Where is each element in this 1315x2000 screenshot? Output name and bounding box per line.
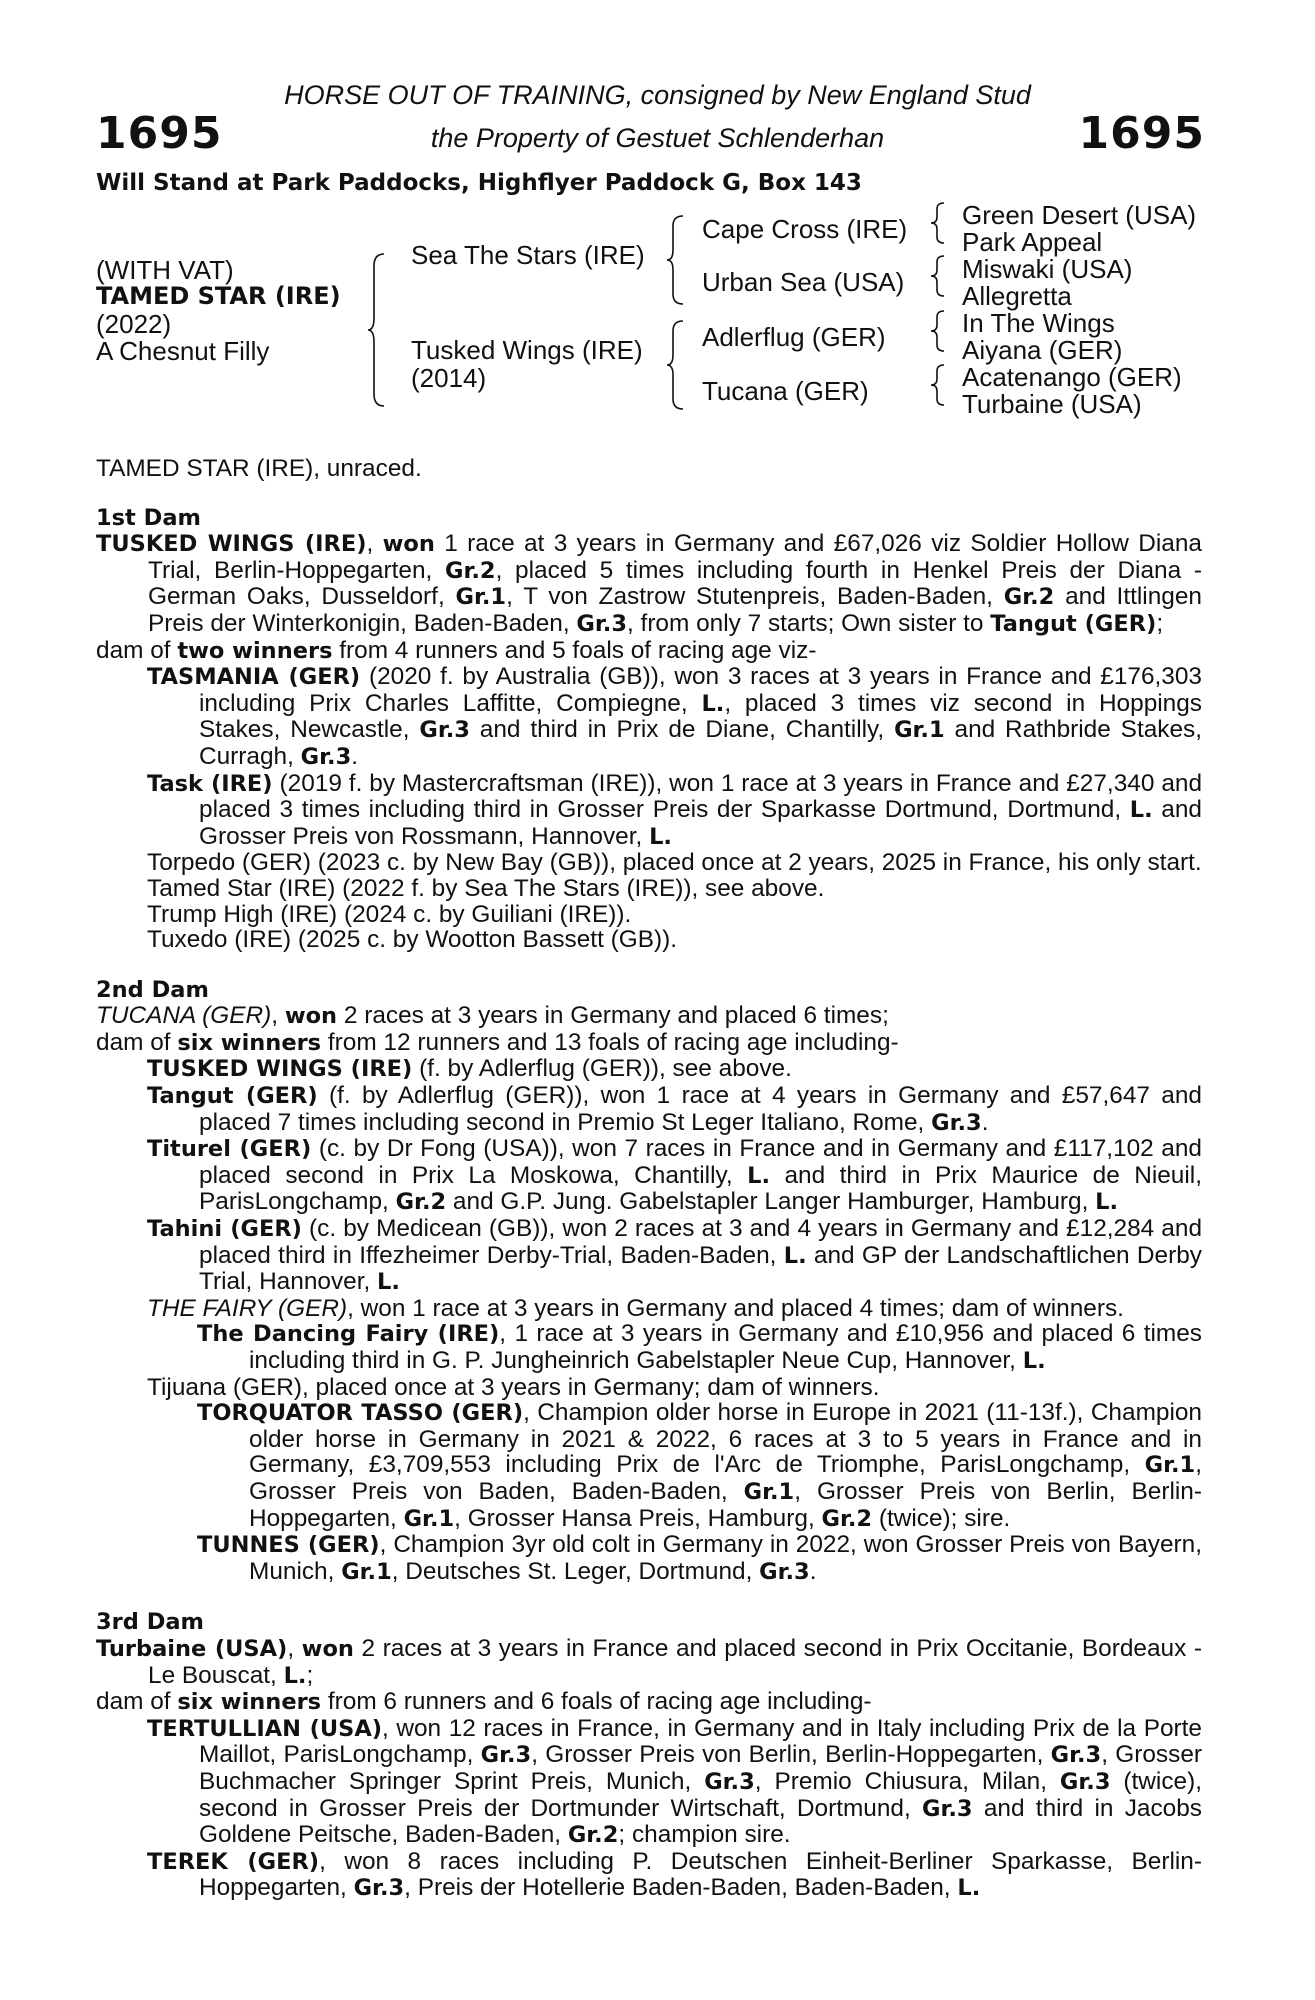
- produce-entry: TASMANIA (GER) (2020 f. by Australia (GB)), won 3 races at 3 years in France and £176,303 including Prix Charles Laffitte, Compiegne, L., placed 3 times viz second in Hoppings Stakes, Newcastle, Gr.3 and third in Prix de Diane, Chantilly, Gr.1 and Rathbride Stakes, Curragh, Gr.3.: [147, 663, 1203, 770]
- produce-entry: Tangut (GER) (f. by Adlerflug (GER)), won 1 race at 4 years in Germany and £57,647 and placed 7 times including second in Premio St Leger Italiano, Rome, Gr.3.: [147, 1082, 1202, 1136]
- second-dam-entry: TUCANA (GER), won 2 races at 3 years in Germany and placed 6 times;: [96, 1002, 889, 1030]
- sds: Miswaki (USA): [962, 254, 1133, 284]
- produce-entry: TUSKED WINGS (IRE) (f. by Adlerflug (GER)), see above.: [147, 1055, 792, 1083]
- ssd: Park Appeal: [962, 227, 1103, 257]
- produce-entry: Tuxedo (IRE) (2025 c. by Wootton Bassett (GB)).: [147, 926, 678, 954]
- dam-name: TUSKED WINGS (IRE): [96, 531, 367, 558]
- brace-sire: [665, 214, 689, 306]
- produce-entry: THE FAIRY (GER), won 1 race at 3 years in Germany and placed 4 times; dam of winners.: [147, 1294, 1124, 1322]
- produce-entry: Tijuana (GER), placed once at 3 years in Germany; dam of winners.: [147, 1373, 880, 1401]
- vat-note: (WITH VAT): [96, 255, 234, 285]
- grand-produce-entry: The Dancing Fairy (IRE), 1 race at 3 years in Germany and £10,956 and placed 6 times including third in G. P. Jungheinrich Gabelstapler Neue Cup, Hannover, L.: [197, 1320, 1202, 1374]
- third-dam-entry: Turbaine (USA), won 2 races at 3 years in France and placed second in Prix Occitanie, Bordeaux - Le Bouscat, L.;: [96, 1634, 1202, 1689]
- won-label: won: [382, 531, 435, 558]
- consignor-line: HORSE OUT OF TRAINING, consigned by New England Stud: [284, 80, 1031, 110]
- brace-ds: [928, 309, 950, 353]
- lot-number-right: 1695: [1078, 108, 1205, 159]
- dam-of-line: dam of two winners from 4 runners and 5 foals of racing age viz-: [96, 636, 817, 664]
- horse-description: A Chesnut Filly: [96, 336, 270, 366]
- brace-sd: [928, 254, 950, 298]
- sire-dam: Urban Sea (USA): [702, 267, 905, 297]
- stand-location: Will Stand at Park Paddocks, Highflyer Paddock G, Box 143: [96, 170, 862, 196]
- dam-dam: Tucana (GER): [702, 376, 869, 406]
- brace-dd: [928, 363, 950, 407]
- horse-name: TAMED STAR (IRE): [96, 282, 341, 310]
- sss: Green Desert (USA): [962, 200, 1197, 230]
- dsd: Aiyana (GER): [962, 335, 1123, 365]
- grand-produce-entry: TORQUATOR TASSO (GER), Champion older horse in Europe in 2021 (11-13f.), Champion older horse in Germany in 2021 & 2022, 6 races at 3 to 5 years in France and in Germany, £3,709,553 including Prix de l'Arc de Triomphe, ParisLongchamp, Gr.1, Grosser Preis von Baden, Baden-Baden, Gr.1, Grosser Preis von Berlin, Berlin-Hoppegarten, Gr.1, Grosser Hansa Preis, Hamburg, Gr.2 (twice); sire.: [197, 1399, 1202, 1532]
- produce-entry: Torpedo (GER) (2023 c. by New Bay (GB)), placed once at 2 years, 2025 in France, his only start.: [147, 849, 1202, 877]
- lot-number-left: 1695: [96, 108, 223, 159]
- produce-entry: TERTULLIAN (USA), won 12 races in France, in Germany and in Italy including Prix de la Porte Maillot, ParisLongchamp, Gr.3, Grosser Preis von Berlin, Berlin-Hoppegarten, Gr.3, Grosser Buchmacher Springer Sprint Preis, Munich, Gr.3, Premio Chiusura, Milan, Gr.3 (twice), second in Grosser Preis der Dortmunder Wirtschaft, Dortmund, Gr.3 and third in Jacobs Goldene Peitsche, Baden-Baden, Gr.2; champion sire.: [147, 1714, 1203, 1849]
- produce-entry: TEREK (GER), won 8 races including P. Deutschen Einheit-Berliner Sparkasse, Berlin-Hoppegarten, Gr.3, Preis der Hotellerie Baden-Baden, Baden-Baden, L.: [147, 1847, 1202, 1902]
- sire: Sea The Stars (IRE): [411, 240, 645, 270]
- produce-entry: Trump High (IRE) (2024 c. by Guiliani (IRE)).: [147, 900, 632, 928]
- first-dam-entry: TUSKED WINGS (IRE), won 1 race at 3 years in Germany and £67,026 viz Soldier Hollow Diana Trial, Berlin-Hoppegarten, Gr.2, placed 5 times including fourth in Henkel Preis der Diana - German Oaks, Dusseldorf, Gr.1, T von Zastrow Stutenpreis, Baden-Baden, Gr.2 and Ittlingen Preis der Winterkonigin, Baden-Baden, Gr.3, from only 7 starts; Own sister to Tangut (GER);: [96, 530, 1202, 637]
- second-dam-heading: 2nd Dam: [96, 976, 209, 1003]
- brace-ss: [928, 201, 950, 245]
- property-line: the Property of Gestuet Schlenderhan: [430, 123, 885, 153]
- dds: Acatenango (GER): [962, 362, 1182, 392]
- dss: In The Wings: [962, 308, 1115, 338]
- dam-of-line: dam of six winners from 12 runners and 13 foals of racing age including-: [96, 1028, 899, 1056]
- produce-entry: Task (IRE) (2019 f. by Mastercraftsman (IRE)), won 1 race at 3 years in France and £27,340 and placed 3 times including third in Grosser Preis der Sparkasse Dortmund, Dortmund, L. and Grosser Preis von Rossmann, Hannover, L.: [147, 769, 1203, 850]
- dam-year: (2014): [411, 363, 487, 393]
- dam-sire: Adlerflug (GER): [702, 322, 886, 352]
- dam-of-line: dam of six winners from 6 runners and 6 foals of racing age including-: [96, 1688, 872, 1716]
- sdd: Allegretta: [962, 281, 1072, 311]
- grand-produce-entry: TUNNES (GER), Champion 3yr old colt in Germany in 2022, won Grosser Preis von Bayern, Munich, Gr.1, Deutsches St. Leger, Dortmund, Gr.3.: [197, 1531, 1202, 1585]
- produce-entry: Titurel (GER) (c. by Dr Fong (USA)), won 7 races in France and in Germany and £117,102 and placed second in Prix La Moskowa, Chantilly, L. and third in Prix Maurice de Nieuil, ParisLongchamp, Gr.2 and G.P. Jung. Gabelstapler Langer Hamburger, Hamburg, L.: [147, 1135, 1202, 1216]
- third-dam-heading: 3rd Dam: [96, 1609, 204, 1636]
- produce-entry: Tahini (GER) (c. by Medicean (GB)), won 2 races at 3 and 4 years in Germany and £12,284 and placed third in Iffezheimer Derby-Trial, Baden-Baden, L. and GP der Landschaftlichen Derby Trial, Hannover, L.: [147, 1215, 1203, 1296]
- first-dam-heading: 1st Dam: [96, 504, 201, 531]
- horse-year: (2022): [96, 309, 172, 339]
- brace-dam: [665, 319, 689, 411]
- catalogue-body: [96, 456, 1202, 1902]
- sire-sire: Cape Cross (IRE): [702, 214, 908, 244]
- produce-entry: Tamed Star (IRE) (2022 f. by Sea The Stars (IRE)), see above.: [147, 874, 825, 902]
- brace-main: [366, 252, 390, 408]
- ddd: Turbaine (USA): [962, 389, 1142, 419]
- race-summary: TAMED STAR (IRE), unraced.: [96, 455, 422, 482]
- sister-name: Tangut (GER): [990, 610, 1157, 637]
- dam: Tusked Wings (IRE): [411, 335, 643, 365]
